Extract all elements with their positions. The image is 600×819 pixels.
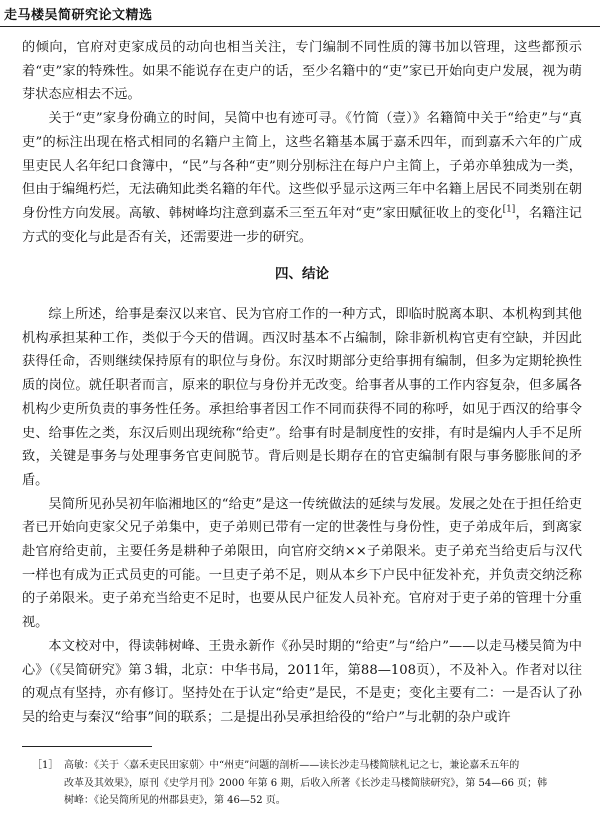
paragraph-2 <box>22 107 582 249</box>
paragraph-5: 本文校对中，得读韩树峰、王贵永新作《孙吴时期的“给吏”与“给户”——以走马楼吴简为中心》（《吴简研究》第３辑，北京：中华书局，2011年，第88—108页），不及补入。作者对以往的观点有坚持，亦有修订。坚持处在于认定“给吏”是民，不是吏；变化主要有二：一是否认了孙吴的给吏与秦汉“给事”间的联系；二是提出孙吴承担给役的“给户”与北朝的杂户或许 <box>22 638 582 725</box>
paragraph-3: 综上所述，给事是秦汉以来官、民为官府工作的一种方式，即临时脱离本职、本机构到其他机构承担某种工作，类似于今天的借调。西汉时基本不占编制，除非新机构官吏有空缺，并因此获得任命，否则继续保持原有的职位与身份。东汉时期部分吏给事拥有编制，但多为定期轮换性质的岗位。就任职者而言，原来的职位与身份并无改变。给事者从事的工作内容复杂，但多属各机构少吏所负责的事务性任务。承担给事者因工作不同而获得不同的称呼，如见于西汉的给事令史、给事佐之类，东汉后则出现统称“给吏”。给事有时是制度性的安排，有时是编内人手不足所致，关键是事务与处理事务官吏间脱节。背后则是长期存在的官吏编制有限与事务膨胀间的矛盾。 <box>22 307 582 488</box>
main-text <box>22 36 582 730</box>
footnote-reference[interactable]: [1] <box>502 204 516 215</box>
footnote <box>22 757 582 810</box>
footnote-text-3: 树峰：《论吴简所见的州郡县吏》，第 46—52 页。 <box>64 795 286 806</box>
paragraph-1: 的倾向，官府对吏家成员的动向也相当关注，专门编制不同性质的簿书加以管理，这些都预示着“吏”家的特殊性。如果不能说存在吏户的话，至少名籍中的“吏”家已开始向吏户发展，视为萌芽状态应相去不远。 <box>22 40 582 103</box>
running-header <box>0 0 600 27</box>
footnote-line-1 <box>22 757 582 775</box>
paragraph-2-text: 关于“吏”家身份确立的时间，吴简中也有迹可寻。《竹简（壹）》名籍简中关于“给吏”与“真吏”的标注出现在格式相同的名籍户主简上，这些名籍基本属于嘉禾四年，而到嘉禾六年的广成里吏民人名年纪口食簿中，“民”与各种“吏”则分别标注在每户户主简上，子弟亦单独成为一类，但由于编绳朽烂，无法确知此类名籍的年代。这些似乎显示这两三年中名籍上居民不同类别在朝身份性方向发展。高敏、韩树峰均注意到嘉禾三至五年对“吏”家田赋征收上的变化 <box>22 111 582 221</box>
footnote-text-2: 改革及其效果》，原刊《史学月刊》2000 年第 6 期，后收入所著《长沙走马楼简牍研究》，第 54—66 页；韩 <box>64 777 548 789</box>
footnote-mark: ［1］ <box>32 760 59 771</box>
paragraph-2-tail: ，名籍注记方式的变化与此是否有关，还需要进一步的研究。 <box>22 205 582 245</box>
paragraph-4: 吴简所见孙吴初年临湘地区的“给吏”是这一传统做法的延续与发展。发展之处在于担任给吏者已开始向吏家父兄子弟集中，吏子弟则已带有一定的世袭性与身份性，吏子弟成年后，到离家赴官府给吏前，主要任务是耕种子弟限田，向官府交纳××子弟限米。吏子弟充当给吏后与汉代一样也有成为正式员吏的可能。一旦吏子弟不足，则从本乡下户民中征发补充，并负责交纳泛称的子弟限米。吏子弟充当给吏不足时，也要从民户征发人员补充。官府对于吏子弟的管理十分重视。 <box>22 496 582 631</box>
footnote-divider <box>22 746 152 747</box>
footnote-text-1: 高敏：《关于〈嘉禾吏民田家莂〉中“州吏”问题的剖析——读长沙走马楼简牍札记之七，兼论嘉禾五年的 <box>64 760 520 771</box>
section-heading: 四、结论 <box>275 266 329 283</box>
running-header-title: 走马楼吴简研究论文精选 <box>4 8 153 23</box>
